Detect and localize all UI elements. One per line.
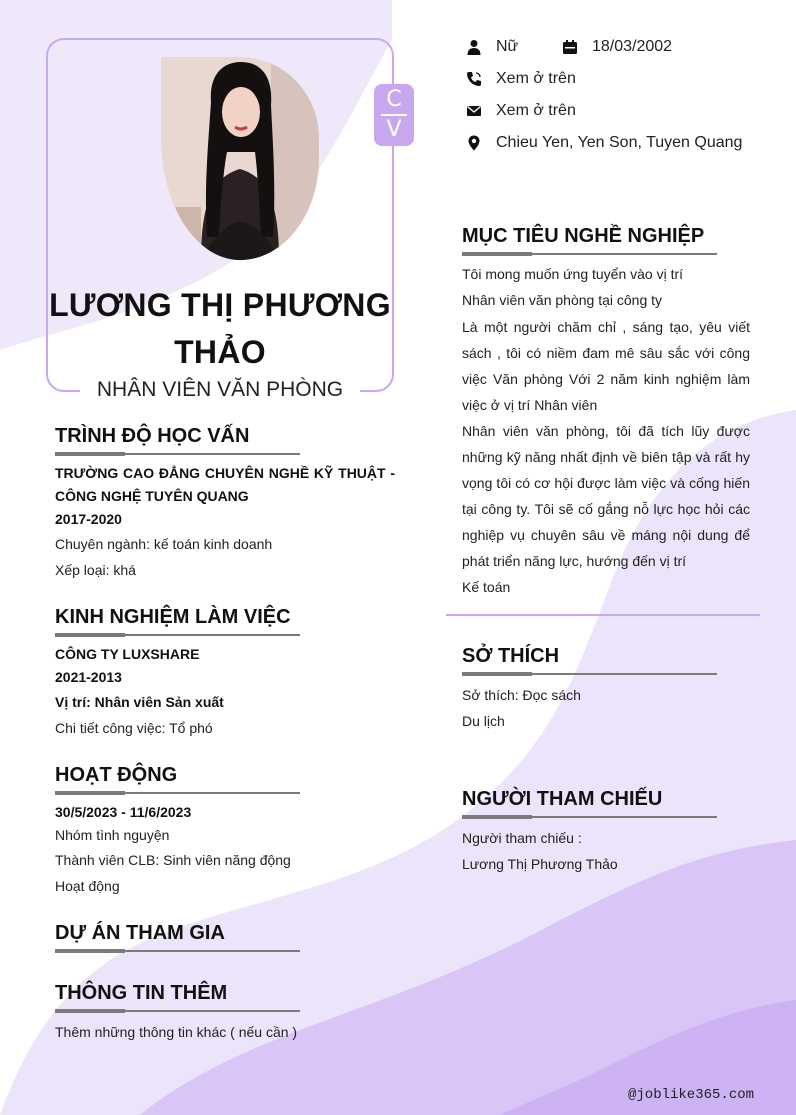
objective-line-4: sách , tôi có niềm đam mê sâu sắc với công [462, 345, 750, 361]
experience-heading-rule [55, 634, 300, 636]
job-title: NHÂN VIÊN VĂN PHÒNG [80, 376, 360, 404]
activities-dates: 30/5/2023 - 11/6/2023 [55, 804, 192, 820]
birthday-value: 18/03/2002 [592, 38, 673, 55]
phone-value: Xem ở trên [496, 70, 576, 87]
contact-email [466, 102, 576, 120]
experience-heading: KINH NGHIỆM LÀM VIỆC [55, 606, 291, 628]
extra-heading: THÔNG TIN THÊM [55, 982, 228, 1004]
extra-text: Thêm những thông tin khác ( nếu cần ) [55, 1024, 298, 1040]
hobbies-heading: SỞ THÍCH [462, 645, 560, 667]
objective-line-12: phát triển năng lực, hướng đến vị trí [462, 553, 687, 569]
hobbies-line1: Sở thích: Đọc sách [462, 687, 581, 703]
extra-heading-rule [55, 1010, 300, 1012]
calendar-icon [562, 39, 578, 55]
cv-badge-letter-v: V [386, 117, 402, 142]
contact-birthday [562, 38, 672, 56]
projects-heading-rule [55, 950, 300, 952]
gender-value: Nữ [496, 38, 519, 55]
candidate-name [48, 282, 392, 376]
experience-position: Vị trí: Nhân viên Sản xuất [55, 694, 224, 710]
cv-badge [374, 84, 414, 146]
address-value: Chieu Yen, Yen Son, Tuyen Quang [496, 134, 743, 151]
education-rank: Xếp loại: khá [55, 562, 136, 578]
education-years: 2017-2020 [55, 511, 122, 527]
footer-website: @joblike365.com [628, 1087, 755, 1103]
objective-line-9: vọng tôi có cơ hội được làm việc và cống hiến [462, 475, 750, 491]
objective-line-5: việc Văn phòng Với 2 năm kinh nghiệm làm [462, 371, 750, 387]
objective-heading-rule [462, 253, 717, 255]
objective-line-1: Tôi mong muốn ứng tuyển vào vị trí [462, 266, 684, 282]
activities-heading: HOẠT ĐỘNG [55, 764, 178, 786]
objective-line-3: Là một người chăm chỉ , sáng tạo, yêu viết [462, 319, 750, 335]
objective-line-7: Nhân viên văn phòng, tôi đã tích lũy được [462, 423, 750, 439]
cv-badge-letter-c: C [386, 87, 402, 112]
experience-company: CÔNG TY LUXSHARE [55, 646, 200, 662]
right-column-divider [446, 614, 760, 616]
objective-line-6: việc ở vị trí Nhân viên [462, 397, 598, 413]
education-school-line2: CÔNG NGHỆ TUYÊN QUANG [55, 488, 249, 504]
email-value: Xem ở trên [496, 102, 576, 119]
activities-line1: Nhóm tình nguyện [55, 827, 170, 843]
contact-gender [466, 38, 518, 56]
hobbies-heading-rule [462, 673, 717, 675]
envelope-icon [466, 103, 482, 119]
projects-heading: DỰ ÁN THAM GIA [55, 922, 225, 944]
references-line1: Người tham chiếu : [462, 830, 582, 846]
references-heading-rule [462, 816, 717, 818]
contact-address [466, 134, 742, 152]
education-major: Chuyên ngành: kế toán kinh doanh [55, 536, 273, 552]
candidate-name-line2: THẢO [174, 334, 266, 370]
location-pin-icon [466, 135, 482, 151]
phone-icon [466, 71, 482, 87]
objective-line-8: những kỹ năng nhất định về biên tập và rất hy [462, 449, 750, 465]
activities-line2: Thành viên CLB: Sinh viên năng động [55, 852, 291, 868]
objective-line-2: Nhân viên văn phòng tại công ty [462, 292, 663, 308]
education-heading-rule [55, 453, 300, 455]
activities-line3: Hoạt động [55, 878, 120, 894]
candidate-name-line1: LƯƠNG THỊ PHƯƠNG [49, 287, 391, 323]
experience-detail: Chi tiết công việc: Tổ phó [55, 720, 213, 736]
objective-line-13: Kế toán [462, 579, 511, 595]
references-line2: Lương Thị Phương Thảo [462, 856, 618, 872]
objective-heading: MỤC TIÊU NGHỀ NGHIỆP [462, 225, 705, 247]
education-heading: TRÌNH ĐỘ HỌC VẤN [55, 425, 250, 447]
contact-phone [466, 70, 576, 88]
hobbies-line2: Du lịch [462, 713, 505, 729]
objective-line-10: tại công ty. Tôi sẽ cố gắng nỗ lực học hỏi các [462, 501, 750, 517]
cv-badge-divider [381, 114, 407, 116]
person-icon [466, 39, 482, 55]
objective-line-11: nghiệp vụ chuyên sâu về máng nội dung để [462, 527, 750, 543]
references-heading: NGƯỜI THAM CHIẾU [462, 788, 663, 810]
education-school-line1: TRƯỜNG CAO ĐẲNG CHUYÊN NGHỀ KỸ THUẬT - [55, 465, 395, 481]
experience-years: 2021-2013 [55, 669, 122, 685]
activities-heading-rule [55, 792, 300, 794]
